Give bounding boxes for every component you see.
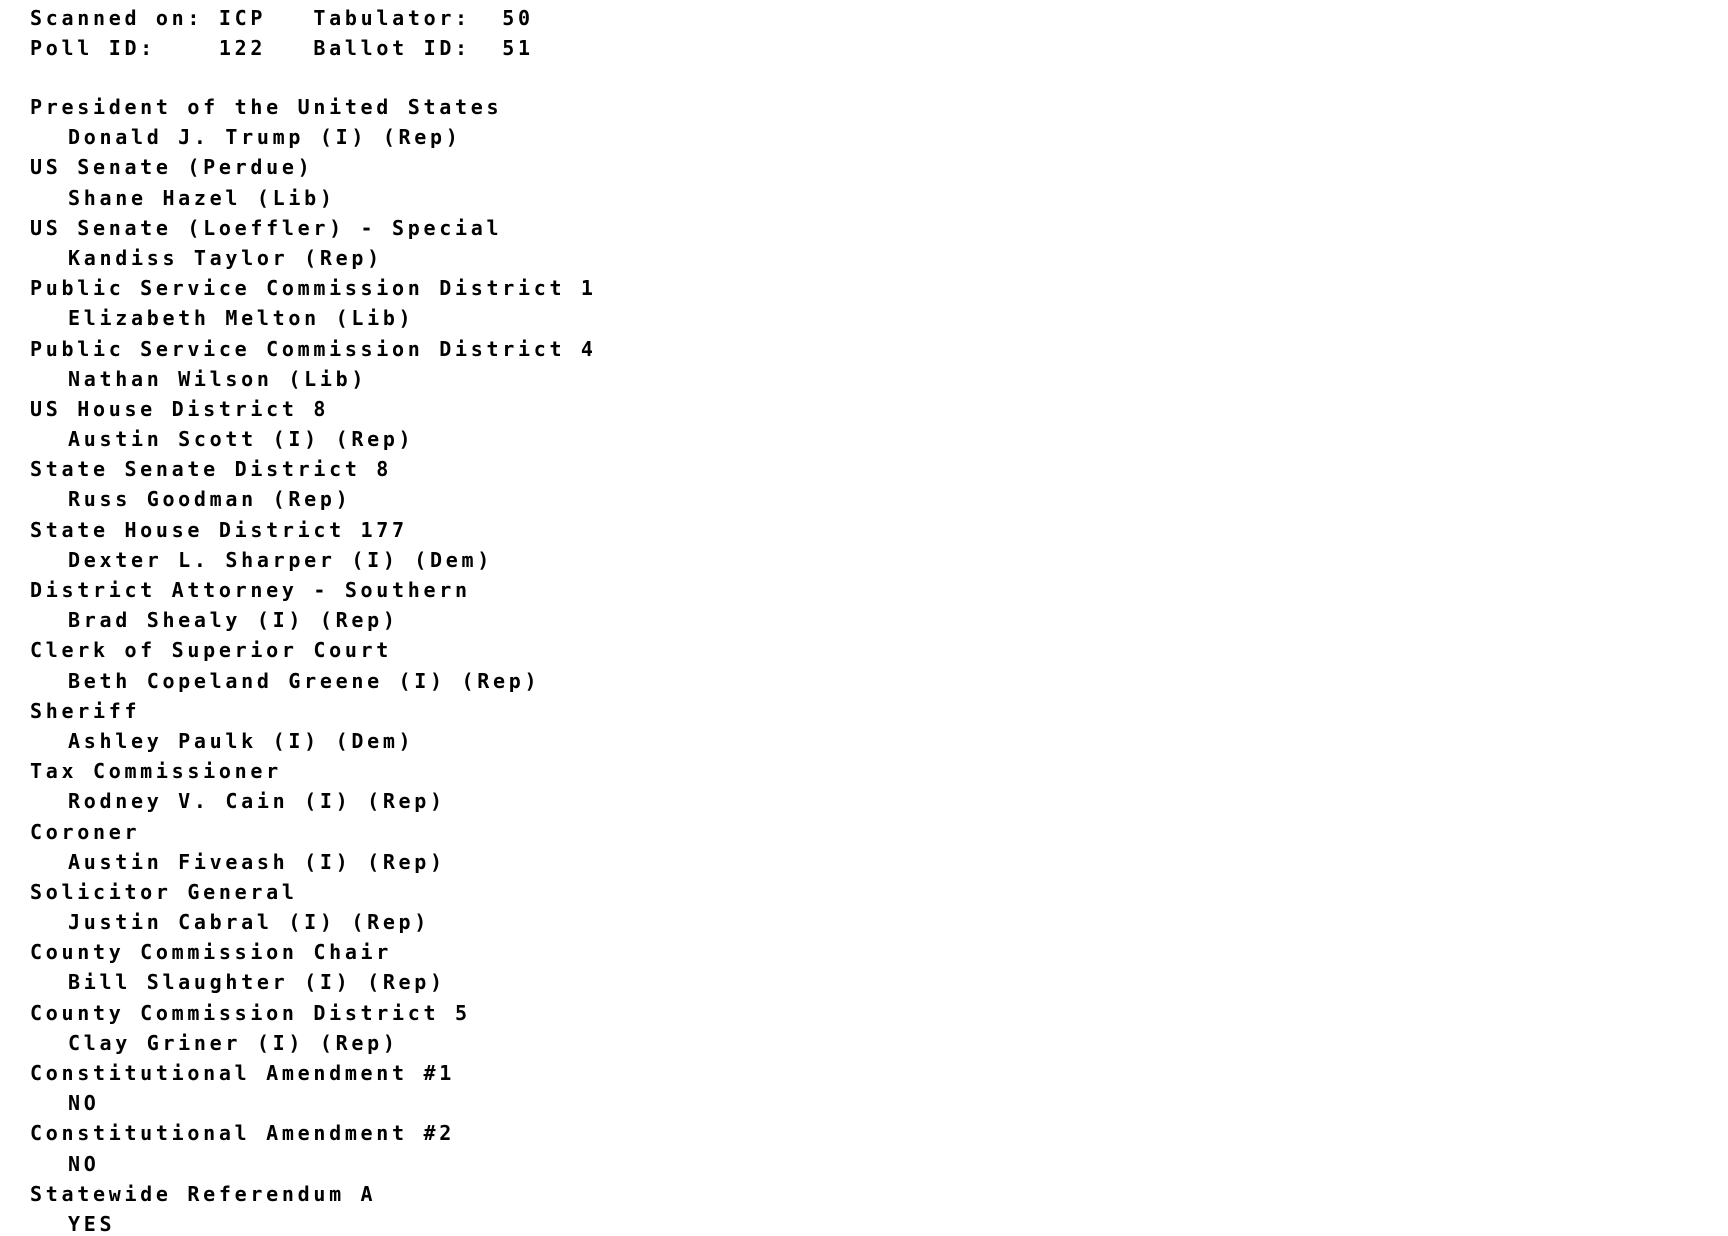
contest-title: Statewide Referendum A: [30, 1181, 377, 1206]
contest-title: County Commission District 5: [30, 1000, 471, 1025]
contest-title: District Attorney - Southern: [30, 578, 471, 602]
poll-id-value: 122: [218, 36, 267, 61]
contest-selection: Shane Hazel (Lib): [68, 185, 336, 210]
contest-selection: Kandiss Taylor (Rep): [68, 245, 383, 270]
scanned-on-label: Scanned on:: [30, 6, 204, 30]
contest-selection: Dexter L. Sharper (I) (Dem): [68, 547, 494, 572]
contest-title: Solicitor General: [30, 879, 298, 904]
contest-title: Sheriff: [30, 698, 141, 723]
contest: [30, 817, 597, 877]
contest: [30, 515, 597, 575]
contest-selection: Bill Slaughter (I) (Rep): [68, 970, 446, 995]
contest-selection: Brad Shealy (I) (Rep): [68, 608, 399, 633]
contest: [30, 756, 597, 816]
contest-selection: Beth Copeland Greene (I) (Rep): [68, 668, 541, 693]
contest: [30, 937, 597, 997]
contest: [30, 877, 597, 937]
contest-title: County Commission Chair: [30, 940, 393, 965]
contest: [30, 152, 597, 212]
contest-selection: Clay Griner (I) (Rep): [68, 1030, 399, 1055]
contest: [30, 394, 597, 454]
contest: [30, 696, 597, 756]
contest-title: Public Service Commission District 1: [30, 276, 597, 301]
contest: [30, 1179, 597, 1236]
ballot-id-value: 51: [502, 36, 534, 61]
contest-selection: Elizabeth Melton (Lib): [68, 306, 415, 331]
contest-selection: Ashley Paulk (I) (Dem): [68, 728, 415, 753]
contest-selection: YES: [68, 1211, 116, 1236]
contest-title: Clerk of Superior Court: [30, 638, 393, 663]
scanned-on-value: ICP: [218, 6, 267, 30]
contest-title: State Senate District 8: [30, 457, 393, 482]
contest-selection: Austin Scott (I) (Rep): [68, 427, 415, 452]
contest-title: Constitutional Amendment #1: [30, 1061, 456, 1085]
contest-title: Public Service Commission District 4: [30, 336, 597, 361]
contest-title: State House District 177: [30, 517, 408, 542]
contest: [30, 635, 597, 695]
contest-title: US Senate (Loeffler) - Special: [30, 215, 503, 240]
contest-selection: Russ Goodman (Rep): [68, 487, 352, 512]
contest: [30, 1058, 597, 1118]
contest-title: Constitutional Amendment #2: [30, 1121, 456, 1146]
contest-selection: NO: [68, 1151, 100, 1176]
contest: [30, 273, 597, 333]
contest: [30, 575, 597, 635]
contest-list: [30, 92, 597, 1236]
contest-selection: Austin Fiveash (I) (Rep): [68, 849, 446, 874]
contest-selection: Nathan Wilson (Lib): [68, 366, 368, 391]
contest-title: Tax Commissioner: [30, 759, 282, 784]
contest: [30, 334, 597, 394]
contest: [30, 454, 597, 514]
contest-selection: Rodney V. Cain (I) (Rep): [68, 789, 446, 814]
poll-id-label: Poll ID:: [30, 36, 156, 61]
contest-selection: NO: [68, 1091, 100, 1116]
contest: [30, 1118, 597, 1178]
contest: [30, 998, 597, 1058]
contest: [30, 213, 597, 273]
tabulator-value: 50: [502, 6, 534, 30]
tabulator-label: Tabulator:: [313, 6, 471, 30]
contest-title: US Senate (Perdue): [30, 155, 314, 180]
contest-title: Coroner: [30, 819, 141, 844]
contest-selection: Donald J. Trump (I) (Rep): [68, 125, 462, 150]
contest-title: President of the United States: [30, 95, 503, 119]
contest-selection: Justin Cabral (I) (Rep): [68, 910, 431, 935]
contest: [30, 92, 597, 152]
ballot-id-label: Ballot ID:: [313, 36, 471, 61]
contest-title: US House District 8: [30, 396, 330, 421]
